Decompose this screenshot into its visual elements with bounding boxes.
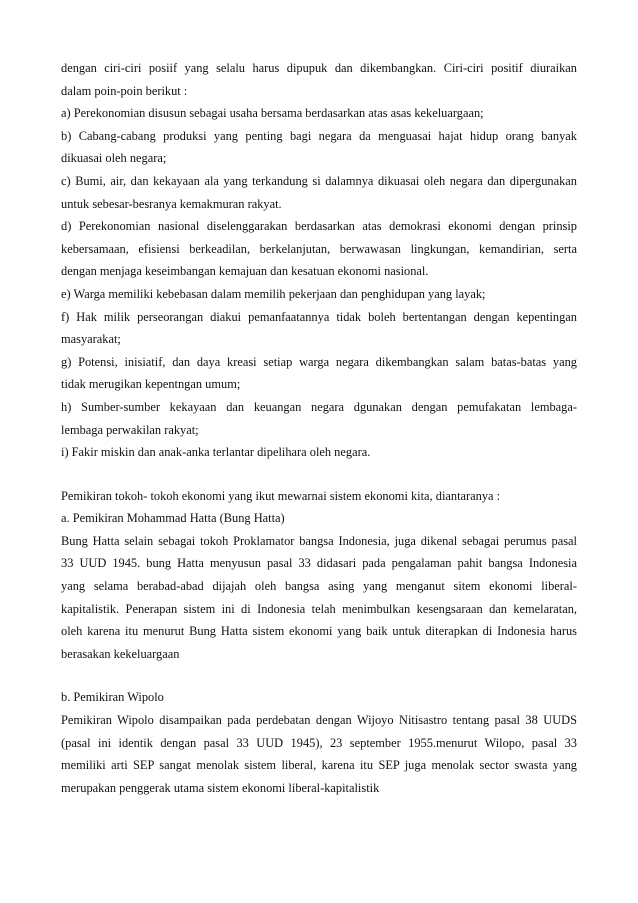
- text-line: dalam poin-poin berikut :: [61, 83, 188, 98]
- text-line: tidak merugikan kepentngan umum;: [61, 377, 241, 392]
- text-line: a) Perekonomian disusun sebagai usaha bersama berdasarkan atas asas kekeluargaan;: [61, 106, 484, 121]
- text-line: h) Sumber-sumber kekayaan dan keuangan negara dgunakan dengan pemufakatan lembaga-: [61, 399, 577, 414]
- text-line: merupakan penggerak utama sistem ekonomi liberal-kapitalistik: [61, 780, 380, 795]
- text-line: untuk sebesar-besranya kemakmuran rakyat.: [61, 196, 282, 211]
- text-line: masyarakat;: [61, 332, 121, 347]
- text-line: i) Fakir miskin dan anak-anka terlantar dipelihara oleh negara.: [61, 445, 371, 460]
- text-line: c) Bumi, air, dan kekayaan ala yang terkandung si dalamnya dikuasai oleh negara dan dipergunakan: [61, 173, 577, 188]
- text-line: lembaga perwakilan rakyat;: [61, 422, 199, 437]
- text-line: dikuasai oleh negara;: [61, 151, 167, 166]
- text-line: a. Pemikiran Mohammad Hatta (Bung Hatta): [61, 511, 285, 526]
- text-line: f) Hak milik perseorangan diakui pemanfaatannya tidak boleh bertentangan dengan kepentingan: [61, 309, 577, 324]
- ciri-positif-list: [61, 57, 577, 464]
- text-line: g) Potensi, inisiatif, dan daya kreasi setiap warga negara dikembangkan salam batas-batas yang: [61, 354, 577, 369]
- text-line: kapitalistik. Penerapan sistem ini di Indonesia telah menimbulkan kesengsaraan dan kemelaratan,: [61, 601, 577, 616]
- text-line: 33 UUD 1945. bung Hatta menyusun pasal 33 didasari pada pengalaman pahit bangsa Indonesia: [61, 556, 577, 571]
- text-line: oleh karena itu menurut Bung Hatta sistem ekonomi yang baik untuk diterapkan di Indonesia harus: [61, 624, 577, 639]
- paragraph-gap: [61, 464, 577, 485]
- text-line: b. Pemikiran Wipolo: [61, 690, 164, 705]
- document-page: [61, 57, 577, 799]
- text-line: berasakan kekeluargaan: [61, 646, 180, 661]
- text-line: e) Warga memiliki kebebasan dalam memilih pekerjaan dan penghidupan yang layak;: [61, 286, 486, 301]
- text-line: Bung Hatta selain sebagai tokoh Proklamator bangsa Indonesia, juga dikenal sebagai perumus pasal: [61, 533, 577, 548]
- text-line: dengan ciri-ciri posiif yang selalu harus dipupuk dan dikembangkan. Ciri-ciri positif diuraikan: [61, 61, 577, 75]
- text-line: dengan menjaga keseimbangan kemajuan dan kesatuan ekonomi nasional.: [61, 264, 429, 279]
- pemikiran-wipolo-section: [61, 686, 577, 799]
- text-line: kebersamaan, efisiensi berkeadilan, berkelanjutan, berwawasan lingkungan, kemandirian, serta: [61, 241, 577, 256]
- pemikiran-hatta-section: [61, 485, 577, 666]
- text-line: memiliki arti SEP sangat menolak sistem liberal, karena itu SEP juga menolak sector swasta yang: [61, 758, 577, 773]
- text-line: yang selama berabad-abad dijajah oleh bangsa asing yang menganut sitem ekonomi liberal-: [61, 579, 577, 594]
- text-line: Pemikiran tokoh- tokoh ekonomi yang ikut mewarnai sistem ekonomi kita, diantaranya :: [61, 488, 501, 503]
- text-line: (pasal ini identik dengan pasal 33 UUD 1945), 23 september 1955.menurut Wilopo, pasal 33: [61, 735, 577, 750]
- text-line: Pemikiran Wipolo disampaikan pada perdebatan dengan Wijoyo Nitisastro tentang pasal 38 UUDS: [61, 713, 577, 728]
- paragraph-gap: [61, 665, 577, 686]
- text-line: b) Cabang-cabang produksi yang penting bagi negara da menguasai hajat hidup orang banyak: [61, 128, 577, 143]
- text-line: d) Perekonomian nasional diselenggarakan berdasarkan atas demokrasi ekonomi dengan prinsip: [61, 219, 577, 234]
